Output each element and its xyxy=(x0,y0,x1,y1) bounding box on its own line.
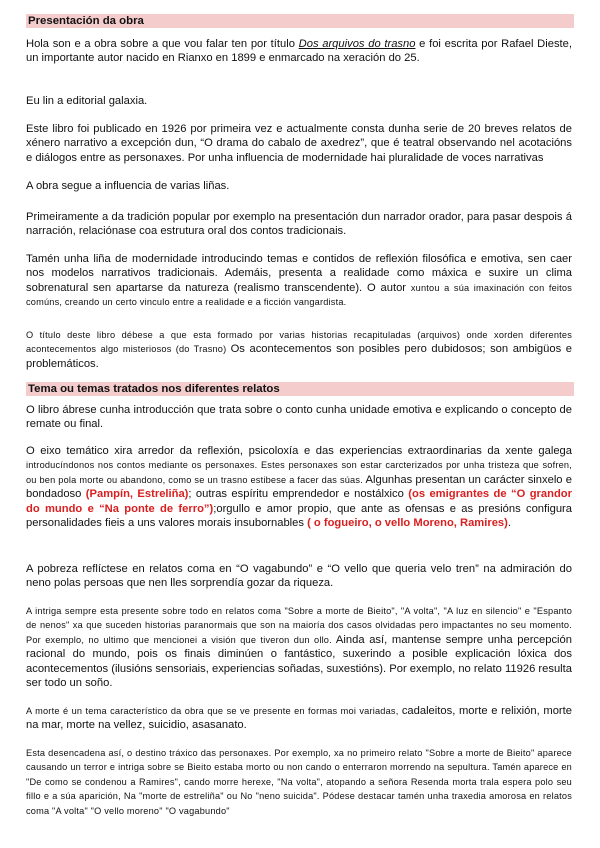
paragraph-introduction-theme: O libro ábrese cunha introducción que trata sobre o conto cunha unidade emotiva e explicando o concepto de remate ou final. xyxy=(26,404,572,431)
paragraph-tragic-destiny: Esta desencadena así, o destino tráxico das personaxes. Por exemplo, xa no primeiro relato "Sobre a morte de Bieito" aparece causando un terror e intriga sobre se Bieito estaba morto ou non cando o enterraron morrendo na sepultura. Tamén aparece en "De como se condenou a Ramires", cando morre herexe, "Na volta", atopando a señora Resenda morta trala espera polo seu fillo e a súa aparición, Na "morte de estreliña" ou No "neno suicida". Pódese destacar tamén unha traxedia amorosa en relatos coma "A volta" "O vello moreno" "O vagabundo" xyxy=(26,748,572,816)
intrigue-small-text: A intriga sempre esta presente sobre todo en relatos coma "Sobre a morte de Bieito", "A volta", "A luz en silencio" e "Espanto de nenos" xa que suceden historias paranormais que son na maioría dos casos olvidadas pero impactantes no seu momento. Por exemplo, no ultimo que mencionei a visión que tiveron dun ollo. xyxy=(26,606,572,645)
paragraph-poverty: A pobreza reflíctese en relatos coma en “O vagabundo” e “O vello que queria velo tren” na admiración do neno polas persoas que nen lles sorprendía gozar da riqueza. xyxy=(26,563,572,590)
section-heading-themes: Tema ou temas tratados nos diferentes relatos xyxy=(26,382,574,396)
intro-text-start: Hola son e a obra sobre a que vou falar ten por título xyxy=(26,38,299,50)
title-meaning-small-text: O título deste libro débese a que esta formado por varias historias recapituladas (arquivos) onde xorden diferentes acontecementos algo misteriosos (do Trasno) xyxy=(26,330,572,355)
paragraph-thematic-axis xyxy=(26,444,572,530)
book-title-link[interactable]: Dos arquivos do trasno xyxy=(298,38,416,50)
paragraph-death xyxy=(26,704,572,733)
intrigue-text: Ainda así, mantense sempre unha percepción racional do mundo, pois os finais diminúen o fantástico, suxerindo a posible explicación lóxica dos acontecementos (ilusións sensoriais, experiencias soñadas, suxestións). Por exemplo, no relato 11926 resulta ser todo un soño. xyxy=(26,633,572,690)
paragraph-intrigue xyxy=(26,604,572,690)
paragraph-publication: Este libro foi publicado en 1926 por primeira vez e actualmente consta dunha serie de 20 breves relatos de xénero narrativo a excepción dun, “O drama do cabalo de axedrez”, que é teatral observando nel acotacións e diálogos entre as personaxes. Por unha influencia de modernidade hai pluralidade de voces narrativas xyxy=(26,123,572,164)
title-meaning-text: Os acontecementos son posibles pero dubidosos; son ambigüos e problemáticos. xyxy=(26,343,572,370)
modernity-small-text: xuntou a súa imaxinación con feitos comúns, creando un certo vinculo entre a realidade e a ficción vangardista. xyxy=(26,282,573,308)
death-text: cadaleitos, morte e relixión, morte na mar, morte na vellez, suicidio, asasanato. xyxy=(26,705,572,732)
intro-text-end: e foi escrita por Rafael Dieste, un importante autor nacido en Rianxo en 1899 e enmarcado na xeración do 25. xyxy=(26,38,572,65)
paragraph-tradition: Primeiramente a da tradición popular por exemplo na presentación dun narrador orador, para pasar despois á narración, relaciónase coa estrutura oral dos contos tradicionais. xyxy=(26,211,572,238)
paragraph-modernity xyxy=(26,252,572,310)
paragraph-intro xyxy=(26,37,572,66)
paragraph-influences: A obra segue a influencia de varias liñas. xyxy=(26,180,230,192)
axis-text-3: ; outras espíritu emprendedor e nostálxico xyxy=(188,488,409,501)
paragraph-editorial: Eu lin a editorial galaxia. xyxy=(26,95,148,107)
death-small-text: A morte é un tema característico da obra que se ve presente en formas moi variadas, xyxy=(26,706,402,716)
axis-small-text: introducíndonos nos contos mediante os personaxes. Estes personaxes son estar carcterizados por unha tristeza que sofren, ou ben pola morte ou abandono, como se un trasno estibese a facer das súas. xyxy=(26,460,572,485)
paragraph-title-meaning xyxy=(26,328,572,371)
highlight-characters-2: (os emigrantes de “O grandor do mundo e “Na ponte de ferro”) xyxy=(26,488,572,515)
highlight-characters-1: (Pampín, Estreliña) xyxy=(85,488,189,501)
highlight-characters-3: ( o fogueiro, o vello Moreno, Ramires) xyxy=(307,517,508,530)
modernity-text: Tamén unha liña de modernidade introducindo temas e contidos de reflexión filosófica e emotiva, sen caer nos modelos narrativos tradicionais. Ademáis, presenta a realidade como máxica e suxire un clima sobrenatural sen apartarse da natureza (realismo transcendente). O autor xyxy=(26,253,572,294)
axis-text-4: ;orgullo e amor propio, que ante as ofensas e as presións configura personalidades fieis a uns valores morais insubornables xyxy=(26,502,573,530)
axis-text-2: Algunhas presentan un carácter sinxelo e bondadoso xyxy=(26,473,572,501)
axis-text-1: O eixo temático xira arredor da reflexión, psicoloxía e das experiencias extraordinarias da xente galega xyxy=(26,445,572,457)
section-heading-presentation: Presentación da obra xyxy=(26,14,574,28)
axis-text-5: . xyxy=(507,517,511,530)
